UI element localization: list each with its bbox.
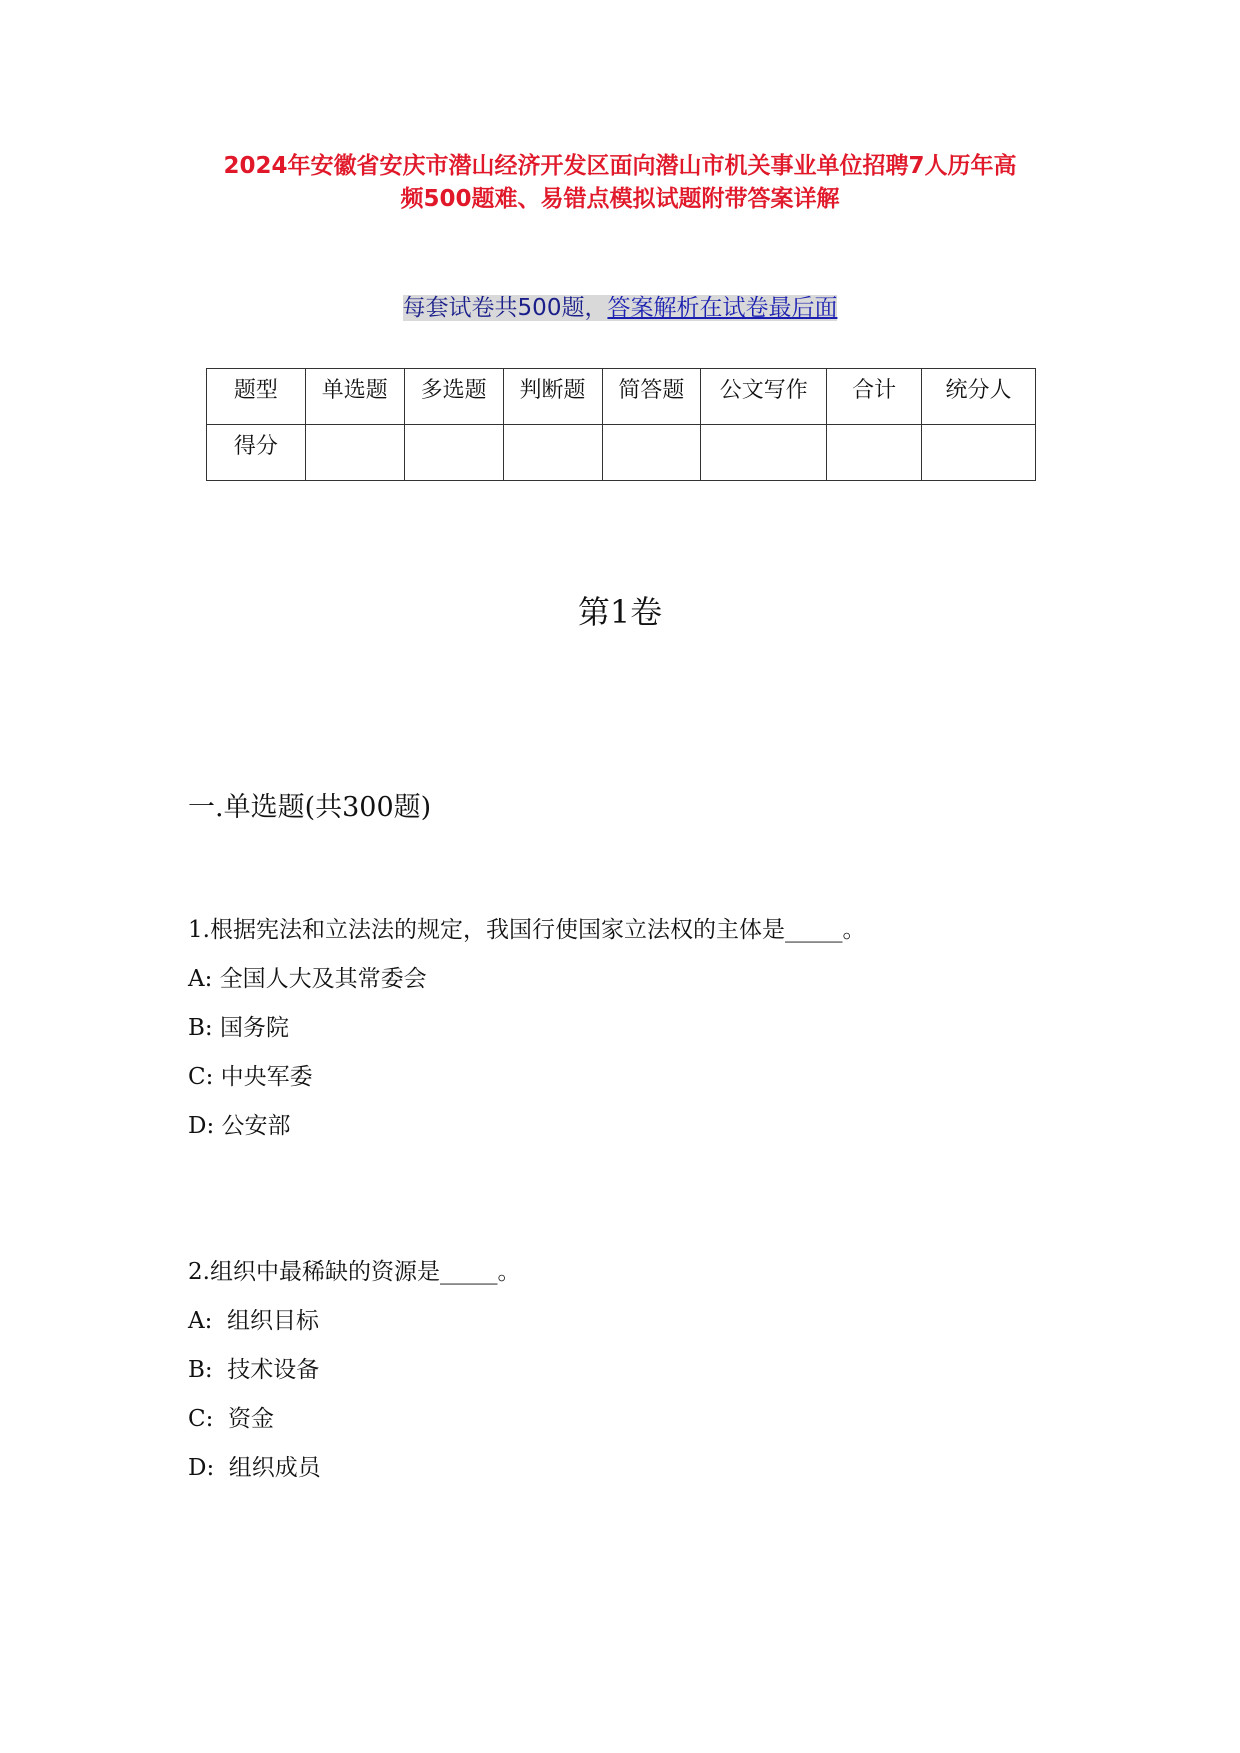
score-cell [602,425,701,481]
score-cell [305,425,404,481]
option-b: B: 技术设备 [188,1357,320,1383]
question-stem: 1.根据宪法和立法法的规定，我国行使国家立法权的主体是_____。 [188,917,866,943]
option-d: D: 组织成员 [188,1455,321,1481]
score-table-header-row [207,369,1036,425]
score-table [206,368,1036,481]
header-multiple-choice: 多选题 [404,369,503,425]
header-document-writing: 公文写作 [701,369,827,425]
title-line-2: 频500题难、易错点模拟试题附带答案详解 [400,186,840,212]
exam-notice [0,292,1240,324]
score-cell [404,425,503,481]
question-2 [188,1248,520,1493]
header-true-false: 判断题 [503,369,602,425]
header-short-answer: 简答题 [602,369,701,425]
option-d: D: 公安部 [188,1113,291,1139]
document-title [170,150,1070,216]
score-cell [701,425,827,481]
section-title: 一.单选题(共300题) [188,792,432,823]
volume-title: 第1卷 [577,593,663,631]
option-a: A: 全国人大及其常委会 [188,966,427,992]
header-question-type: 题型 [207,369,306,425]
question-1 [188,906,865,1151]
option-a: A: 组织目标 [188,1308,319,1334]
question-stem: 2.组织中最稀缺的资源是_____。 [188,1259,521,1285]
header-single-choice: 单选题 [305,369,404,425]
option-c: C: 资金 [188,1406,274,1432]
score-table-score-row [207,425,1036,481]
score-cell [922,425,1036,481]
answer-location-link[interactable]: 答案解析在试卷最后面 [607,295,838,321]
score-cell [503,425,602,481]
option-b: B: 国务院 [188,1015,289,1041]
header-total: 合计 [827,369,922,425]
option-c: C: 中央军委 [188,1064,313,1090]
header-scorer: 统分人 [922,369,1036,425]
score-cell [827,425,922,481]
notice-text: 每套试卷共500题， [402,295,608,321]
title-line-1: 2024年安徽省安庆市潜山经济开发区面向潜山市机关事业单位招聘7人历年高 [223,153,1017,179]
score-row-label: 得分 [207,425,306,481]
